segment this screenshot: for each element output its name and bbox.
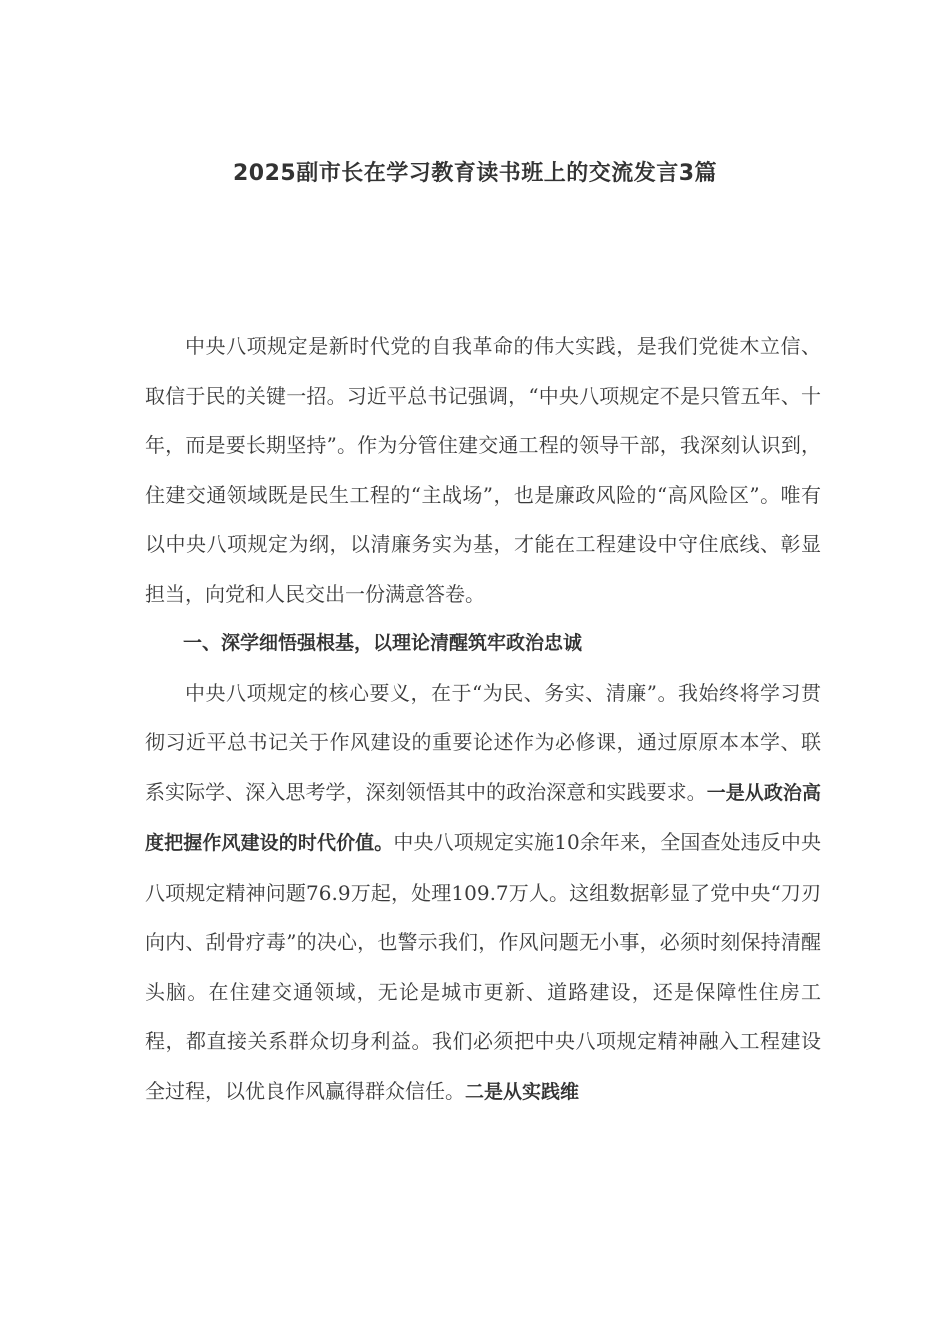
paragraph-text: 中央八项规定实施10余年来，全国查处违反中央八项规定精神问题76.9万起，处理109.7万人。这组数据彰显了党中央“刀刃向内、刮骨疗毒”的决心，也警示我们，作风问题无小事，必须时刻保持清醒头脑。在住建交通领域，无论是城市更新、道路建设，还是保障性住房工程，都直接关系群众切身利益。我们必须把中央八项规定精神融入工程建设全过程，以优良作风赢得群众信任。 [145, 830, 821, 1103]
intro-paragraph: 中央八项规定是新时代党的自我革命的伟大实践，是我们党徙木立信、取信于民的关键一招。习近平总书记强调，“中央八项规定不是只管五年、十年，而是要长期坚持”。作为分管住建交通工程的领导干部，我深刻认识到，住建交通领域既是民生工程的“主战场”，也是廉政风险的“高风险区”。唯有以中央八项规定为纲，以清廉务实为基，才能在工程建设中守住底线、彰显担当，向党和人民交出一份满意答卷。 [145, 334, 821, 606]
paragraph-text: 中央八项规定的核心要义，在于“为民、务实、清廉”。我始终将学习贯彻习近平总书记关于作风建设的重要论述作为必修课，通过原原本本学、联系实际学、深入思考学，深刻领悟其中的政治深意和实践要求。 [145, 680, 821, 804]
document-title: 2025副市长在学习教育读书班上的交流发言3篇 [232, 161, 718, 186]
section-1-paragraph [145, 669, 821, 1118]
bold-point-2: 二是从实践维 [465, 1080, 580, 1103]
section-heading-1: 一、深学细悟强根基，以理论清醒筑牢政治忠诚 [183, 632, 583, 654]
document-body [145, 322, 821, 1117]
bold-point-1: 一是从政治高度把握作风建设的时代价值。 [145, 781, 821, 854]
